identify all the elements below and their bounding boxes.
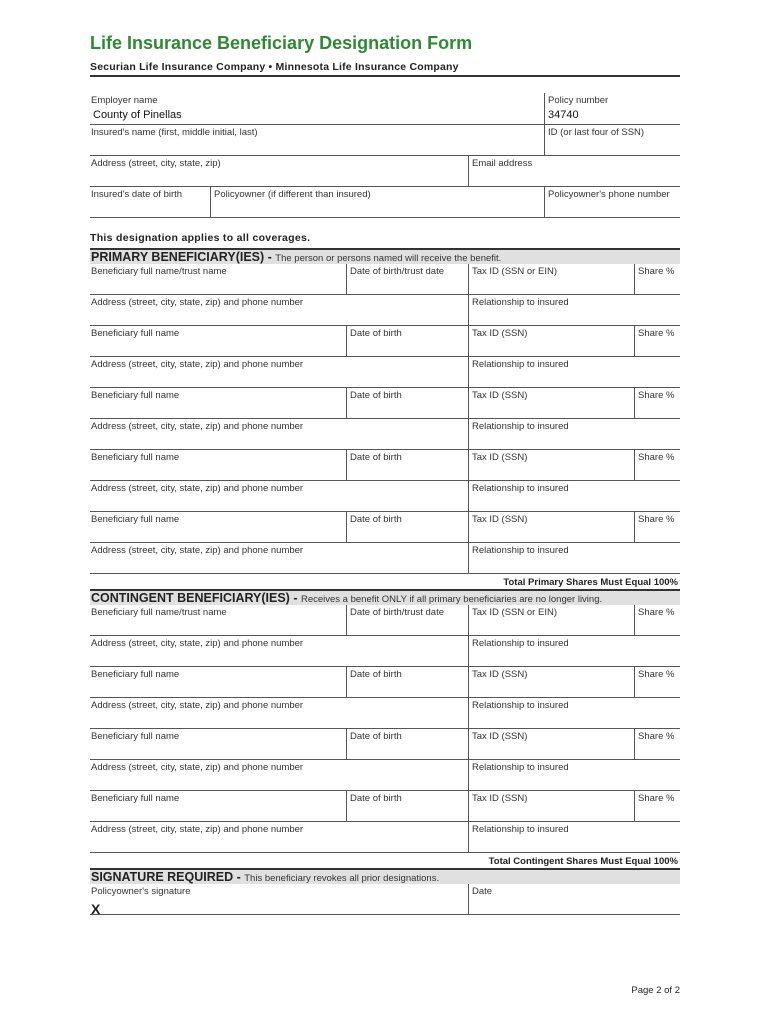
beneficiary-tax-id-field[interactable] [468, 264, 634, 294]
employer-row [90, 93, 680, 125]
beneficiary-relationship-label: Relationship to insured [472, 297, 569, 308]
beneficiary-name-label: Beneficiary full name [91, 669, 180, 680]
policy-number-value: 34740 [548, 109, 579, 121]
beneficiary-share-label: Share % [638, 607, 675, 618]
coverage-note: This designation applies to all coverages. [90, 232, 311, 244]
beneficiary-share-label: Share % [638, 390, 675, 401]
beneficiary-dob-label: Date of birth [350, 514, 402, 525]
primary-beneficiary-5-address [90, 543, 680, 574]
beneficiary-dob-label: Date of birth [350, 793, 402, 804]
primary-subheading: The person or persons named will receive the benefit. [275, 253, 502, 264]
contingent-beneficiary-3 [90, 729, 680, 760]
form-title: Life Insurance Beneficiary Designation Form [90, 33, 473, 53]
beneficiary-name-field[interactable] [90, 326, 346, 356]
beneficiary-name-label: Beneficiary full name [91, 390, 180, 401]
beneficiary-tax-id-label: Tax ID (SSN) [472, 328, 528, 339]
signature-section-header [90, 868, 680, 884]
beneficiary-share-field[interactable] [634, 667, 680, 697]
contingent-heading: CONTINGENT BENEFICIARY(IES) - [91, 591, 301, 605]
beneficiary-name-label: Beneficiary full name [91, 328, 180, 339]
beneficiary-address-label: Address (street, city, state, zip) and phone number [91, 824, 304, 835]
contingent-beneficiary-4 [90, 791, 680, 822]
beneficiary-tax-id-label: Tax ID (SSN) [472, 514, 528, 525]
policyowner-row [90, 187, 680, 218]
beneficiary-tax-id-label: Tax ID (SSN) [472, 669, 528, 680]
beneficiary-dob-field[interactable] [346, 388, 468, 418]
beneficiary-address-label: Address (street, city, state, zip) and phone number [91, 545, 304, 556]
beneficiary-dob-field[interactable] [346, 729, 468, 759]
contingent-beneficiary-1 [90, 605, 680, 636]
beneficiary-share-field[interactable] [634, 512, 680, 542]
beneficiary-share-field[interactable] [634, 326, 680, 356]
beneficiary-relationship-label: Relationship to insured [472, 545, 569, 556]
beneficiary-share-field[interactable] [634, 729, 680, 759]
beneficiary-share-label: Share % [638, 669, 675, 680]
primary-beneficiary-4 [90, 450, 680, 481]
employer-name-label: Employer name [91, 95, 158, 106]
policyowner-field[interactable] [210, 187, 544, 217]
beneficiary-relationship-field[interactable] [468, 543, 680, 573]
beneficiary-address-field[interactable] [90, 543, 468, 573]
primary-beneficiary-3-address [90, 419, 680, 450]
signature-date-label: Date [472, 886, 493, 897]
beneficiary-relationship-label: Relationship to insured [472, 700, 569, 711]
beneficiary-dob-label: Date of birth [350, 452, 402, 463]
beneficiary-dob-label: Date of birth/trust date [350, 607, 444, 618]
beneficiary-dob-label: Date of birth/trust date [350, 266, 444, 277]
beneficiary-dob-field[interactable] [346, 264, 468, 294]
insured-dob-label: Insured's date of birth [91, 189, 183, 200]
beneficiary-address-field[interactable] [90, 357, 468, 387]
beneficiary-dob-field[interactable] [346, 326, 468, 356]
signature-subheading: This beneficiary revokes all prior designations. [244, 873, 440, 884]
beneficiary-relationship-field[interactable] [468, 481, 680, 511]
signature-label: Policyowner's signature [91, 886, 191, 897]
email-label: Email address [472, 158, 533, 169]
beneficiary-share-label: Share % [638, 514, 675, 525]
contingent-beneficiary-3-address [90, 760, 680, 791]
beneficiary-share-field[interactable] [634, 388, 680, 418]
beneficiary-address-field[interactable] [90, 822, 468, 852]
beneficiary-dob-field[interactable] [346, 667, 468, 697]
beneficiary-name-label: Beneficiary full name/trust name [91, 607, 227, 618]
primary-beneficiary-5 [90, 512, 680, 543]
beneficiary-address-label: Address (street, city, state, zip) and phone number [91, 359, 304, 370]
beneficiary-name-label: Beneficiary full name [91, 793, 180, 804]
policy-number-field[interactable] [544, 93, 680, 124]
beneficiary-share-field[interactable] [634, 791, 680, 821]
beneficiary-dob-field[interactable] [346, 791, 468, 821]
primary-beneficiary-2-address [90, 357, 680, 388]
beneficiary-tax-id-field[interactable] [468, 667, 634, 697]
beneficiary-relationship-field[interactable] [468, 295, 680, 325]
insured-address-row [90, 156, 680, 187]
beneficiary-tax-id-label: Tax ID (SSN) [472, 731, 528, 742]
beneficiary-share-label: Share % [638, 452, 675, 463]
beneficiary-name-field[interactable] [90, 791, 346, 821]
beneficiary-tax-id-label: Tax ID (SSN) [472, 793, 528, 804]
contingent-subheading: Receives a benefit ONLY if all primary beneficiaries are no longer living. [300, 594, 603, 605]
beneficiary-address-label: Address (street, city, state, zip) and phone number [91, 762, 304, 773]
beneficiary-name-field[interactable] [90, 512, 346, 542]
beneficiary-tax-id-field[interactable] [468, 512, 634, 542]
beneficiary-address-field[interactable] [90, 481, 468, 511]
beneficiary-share-label: Share % [638, 731, 675, 742]
beneficiary-dob-label: Date of birth [350, 731, 402, 742]
primary-beneficiary-1-address [90, 295, 680, 326]
employer-name-field[interactable] [90, 93, 544, 124]
beneficiary-relationship-label: Relationship to insured [472, 483, 569, 494]
primary-heading: PRIMARY BENEFICIARY(IES) - [91, 250, 276, 264]
employer-name-value: County of Pinellas [93, 109, 182, 121]
insured-name-row [90, 125, 680, 156]
contingent-section-header [90, 589, 680, 605]
beneficiary-dob-label: Date of birth [350, 328, 402, 339]
beneficiary-name-label: Beneficiary full name [91, 514, 180, 525]
beneficiary-tax-id-label: Tax ID (SSN or EIN) [472, 266, 557, 277]
policyowner-label: Policyowner (if different than insured) [214, 189, 371, 200]
beneficiary-dob-field[interactable] [346, 450, 468, 480]
beneficiary-tax-id-field[interactable] [468, 791, 634, 821]
beneficiary-name-field[interactable] [90, 667, 346, 697]
beneficiary-address-label: Address (street, city, state, zip) and phone number [91, 297, 304, 308]
beneficiary-tax-id-label: Tax ID (SSN) [472, 390, 528, 401]
beneficiary-address-label: Address (street, city, state, zip) and phone number [91, 700, 304, 711]
insured-dob-field[interactable] [90, 187, 210, 217]
contingent-beneficiary-1-address [90, 636, 680, 667]
contingent-beneficiary-2 [90, 667, 680, 698]
signature-row [90, 884, 680, 915]
page-number: Page 2 of 2 [631, 985, 680, 996]
beneficiary-relationship-label: Relationship to insured [472, 638, 569, 649]
beneficiary-relationship-label: Relationship to insured [472, 824, 569, 835]
beneficiary-relationship-field[interactable] [468, 419, 680, 449]
beneficiary-address-field[interactable] [90, 636, 468, 666]
beneficiary-relationship-label: Relationship to insured [472, 359, 569, 370]
primary-section-header [90, 248, 680, 264]
signature-date-field[interactable] [468, 884, 680, 914]
insured-name-field[interactable] [90, 125, 544, 155]
signature-field[interactable] [90, 884, 468, 914]
insured-id-label: ID (or last four of SSN) [548, 127, 645, 138]
beneficiary-share-label: Share % [638, 266, 675, 277]
primary-beneficiary-2 [90, 326, 680, 357]
form-page [90, 0, 680, 1024]
company-subtitle: Securian Life Insurance Company • Minnesota Life Insurance Company [90, 61, 459, 73]
beneficiary-relationship-field[interactable] [468, 698, 680, 728]
beneficiary-dob-label: Date of birth [350, 390, 402, 401]
beneficiary-tax-id-label: Tax ID (SSN) [472, 452, 528, 463]
beneficiary-address-field[interactable] [90, 419, 468, 449]
beneficiary-tax-id-field[interactable] [468, 605, 634, 635]
insured-address-field[interactable] [90, 156, 468, 186]
beneficiary-name-field[interactable] [90, 605, 346, 635]
primary-total-note: Total Primary Shares Must Equal 100% [503, 577, 678, 588]
insured-name-label: Insured's name (first, middle initial, last) [91, 127, 258, 138]
beneficiary-relationship-field[interactable] [468, 822, 680, 852]
beneficiary-tax-id-field[interactable] [468, 450, 634, 480]
insured-id-field[interactable] [544, 125, 680, 155]
insured-address-label: Address (street, city, state, zip) [91, 158, 221, 169]
beneficiary-tax-id-label: Tax ID (SSN or EIN) [472, 607, 557, 618]
beneficiary-name-field[interactable] [90, 729, 346, 759]
beneficiary-share-label: Share % [638, 328, 675, 339]
beneficiary-share-field[interactable] [634, 605, 680, 635]
beneficiary-address-field[interactable] [90, 698, 468, 728]
beneficiary-address-field[interactable] [90, 760, 468, 790]
header-rule [90, 75, 680, 77]
beneficiary-dob-field[interactable] [346, 512, 468, 542]
beneficiary-relationship-label: Relationship to insured [472, 421, 569, 432]
beneficiary-relationship-field[interactable] [468, 636, 680, 666]
beneficiary-name-field[interactable] [90, 450, 346, 480]
beneficiary-name-label: Beneficiary full name [91, 731, 180, 742]
beneficiary-relationship-label: Relationship to insured [472, 762, 569, 773]
policyowner-phone-label: Policyowner's phone number [548, 189, 670, 200]
beneficiary-tax-id-field[interactable] [468, 729, 634, 759]
contingent-total-note: Total Contingent Shares Must Equal 100% [488, 856, 678, 867]
beneficiary-address-label: Address (street, city, state, zip) and phone number [91, 638, 304, 649]
contingent-beneficiary-4-address [90, 822, 680, 853]
beneficiary-name-field[interactable] [90, 388, 346, 418]
beneficiary-share-field[interactable] [634, 450, 680, 480]
signature-heading: SIGNATURE REQUIRED - [91, 870, 245, 884]
beneficiary-name-label: Beneficiary full name [91, 452, 180, 463]
beneficiary-tax-id-field[interactable] [468, 326, 634, 356]
beneficiary-name-label: Beneficiary full name/trust name [91, 266, 227, 277]
beneficiary-address-label: Address (street, city, state, zip) and phone number [91, 421, 304, 432]
beneficiary-address-label: Address (street, city, state, zip) and phone number [91, 483, 304, 494]
policy-number-label: Policy number [548, 95, 609, 106]
beneficiary-relationship-field[interactable] [468, 357, 680, 387]
beneficiary-relationship-field[interactable] [468, 760, 680, 790]
beneficiary-share-label: Share % [638, 793, 675, 804]
primary-beneficiary-1 [90, 264, 680, 295]
beneficiary-name-field[interactable] [90, 264, 346, 294]
signature-x-mark: X [91, 901, 101, 917]
beneficiary-share-field[interactable] [634, 264, 680, 294]
beneficiary-tax-id-field[interactable] [468, 388, 634, 418]
email-field[interactable] [468, 156, 680, 186]
contingent-beneficiary-2-address [90, 698, 680, 729]
policyowner-phone-field[interactable] [544, 187, 680, 217]
primary-beneficiary-3 [90, 388, 680, 419]
beneficiary-dob-field[interactable] [346, 605, 468, 635]
beneficiary-dob-label: Date of birth [350, 669, 402, 680]
primary-beneficiary-4-address [90, 481, 680, 512]
beneficiary-address-field[interactable] [90, 295, 468, 325]
